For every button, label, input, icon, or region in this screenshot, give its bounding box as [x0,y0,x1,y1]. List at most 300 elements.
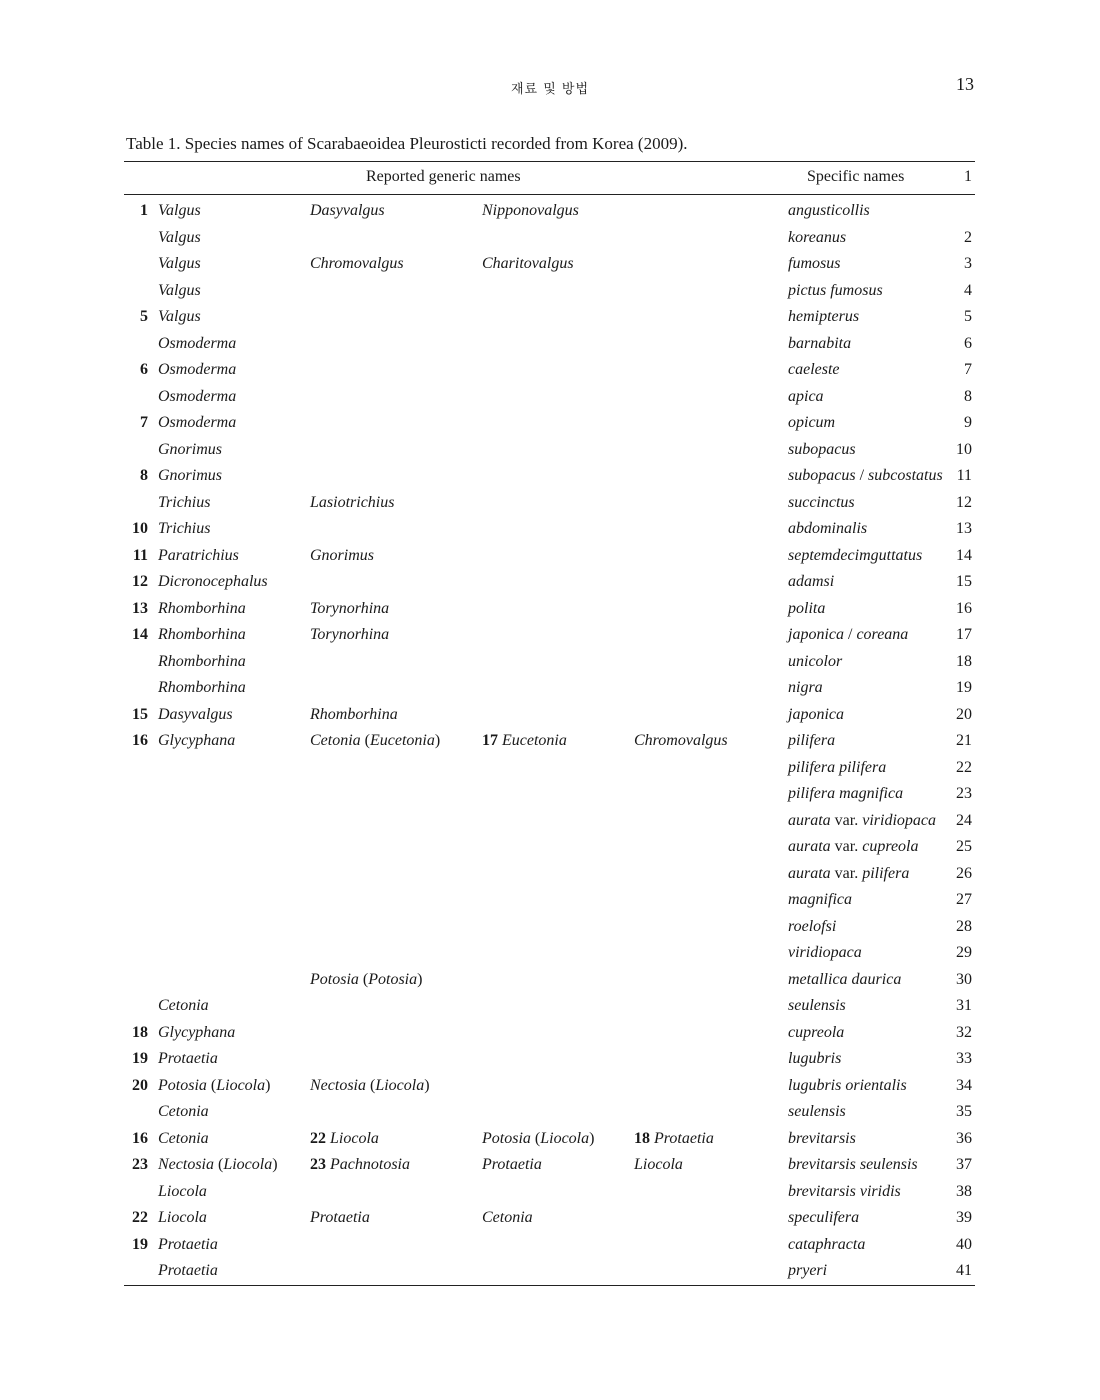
row-number: 23 [956,785,972,802]
table-row [0,1073,1100,1100]
name-text: subopacus [788,467,856,484]
specific-name-cell [788,573,834,591]
name-text: subopacus [788,440,856,458]
row-number: 32 [956,1023,972,1041]
name-text: Pachnotosia [330,1156,410,1173]
generic-name-cell [310,255,404,273]
generic-name-cell [158,282,201,300]
name-text: ) [589,1129,595,1147]
name-text: ) [434,732,441,749]
name-text: Valgus [158,308,201,325]
generic-name-cell [310,547,374,565]
row-number: 24 [956,811,972,829]
name-text: Trichius [158,493,211,511]
generic-name-cell [158,229,201,247]
name-text: Potosia [158,1076,207,1094]
name-text: succinctus [788,493,855,511]
generic-name-cell [158,732,235,750]
row-number: 13 [956,520,972,537]
specific-name-cell [788,361,840,379]
name-text: Glycyphana [158,1023,236,1041]
name-text: Gnorimus [158,440,223,458]
specific-name-cell [788,229,846,247]
generic-name-cell [310,732,440,750]
row-number: 39 [956,1209,972,1226]
genus-ref-number: 23 [132,1156,148,1173]
row-number: 20 [956,705,972,723]
name-text: Cetonia [310,732,361,749]
genus-ref-number: 14 [132,626,148,643]
specific-name-cell [788,600,825,618]
generic-name-cell [634,732,728,750]
row-number: 11 [956,467,972,484]
specific-name-cell [788,1077,907,1095]
name-text: subcostatus [868,467,943,484]
name-text: aurata [788,864,831,882]
table-row [0,861,1100,888]
name-text: Liocola [158,1182,207,1200]
table-row [0,1179,1100,1206]
row-number: 29 [956,944,972,961]
specific-name-cell [788,759,886,777]
genus-ref-number: 1 [140,202,148,219]
generic-name-cell [158,1262,218,1280]
specific-name-cell [788,520,867,538]
name-text: Potosia [482,1129,531,1147]
table-row [0,1205,1100,1232]
name-text: Valgus [158,228,201,246]
name-text: pryeri [788,1262,828,1279]
genus-ref-number: 22 [132,1209,148,1226]
row-number: 37 [956,1156,972,1173]
table-row [0,728,1100,755]
name-text: Protaetia [482,1156,542,1173]
table-row [0,887,1100,914]
name-text: koreanus [788,228,847,246]
row-number: 35 [956,1103,972,1120]
generic-name-cell [158,1236,218,1254]
specific-name-cell [788,997,846,1015]
row-number: 27 [956,891,972,908]
table-row [0,278,1100,305]
name-text: pilifera magnifica [788,785,904,802]
name-text: Cetonia [158,997,209,1014]
name-text: Torynorhina [310,599,390,617]
table-row [0,569,1100,596]
table-row [0,384,1100,411]
specific-name-cell [788,494,855,512]
name-text: Rhomborhina [158,679,246,696]
row-number: 16 [956,599,972,617]
page-number: 13 [956,74,974,94]
name-text: Nectosia [158,1156,214,1173]
name-text: ( [360,732,370,749]
name-text: cupreola [788,1023,845,1041]
name-text: Nipponovalgus [482,202,579,219]
genus-ref-number: 16 [132,732,148,749]
name-text: var. [830,838,863,855]
name-text: pilifera [862,864,910,882]
row-number: 41 [956,1262,972,1279]
row-number: 26 [956,864,972,882]
row-number: 8 [964,387,972,405]
name-text: barnabita [788,334,852,352]
table-row [0,251,1100,278]
name-text: ) [424,1076,430,1094]
specific-name-cell [788,838,919,856]
row-number: 12 [956,493,972,511]
name-text: cupreola [862,838,919,855]
generic-name-cell [158,1103,209,1121]
specific-name-cell [788,1103,846,1121]
name-text: ) [265,1076,271,1094]
table-row [0,1020,1100,1047]
name-text: polita [788,599,826,617]
name-text: ) [272,1156,278,1173]
table-header [0,168,1100,188]
name-text: Cetonia [482,1209,533,1226]
name-text: fumosus [788,255,841,272]
name-text: Dasyvalgus [158,705,233,723]
name-text: Osmoderma [158,387,237,405]
generic-name-cell [158,202,201,220]
specific-name-cell [788,785,903,803]
name-text: Eucetonia [502,732,567,749]
name-text: apica [788,387,824,405]
table-row [0,410,1100,437]
specific-name-cell [788,812,936,830]
genus-ref-number: 12 [132,573,148,590]
generic-name-cell [158,679,246,697]
specific-name-cell [788,414,835,432]
name-text: viridiopaca [862,811,936,829]
generic-name-cell [634,1156,683,1174]
specific-name-cell [788,1209,859,1227]
name-text: aurata [788,811,831,829]
genus-ref-number: 15 [132,705,148,723]
name-text: seulensis [788,997,846,1014]
name-text: Protaetia [158,1262,218,1279]
name-text: Liocola [375,1076,425,1094]
generic-name-cell [158,1077,270,1095]
table-row [0,1046,1100,1073]
generic-name-cell [310,1156,410,1174]
specific-name-cell [788,308,859,326]
table-row [0,1099,1100,1126]
generic-name-cell [158,335,236,353]
name-text: Osmoderma [158,414,237,431]
name-text: ( [530,1129,541,1147]
generic-name-cell [310,1209,370,1227]
table-row [0,1232,1100,1259]
generic-name-cell [158,547,239,565]
table-row [0,516,1100,543]
name-text: brevitarsis [788,1129,856,1147]
name-text: ( [358,970,369,988]
name-text: Nectosia [310,1076,366,1094]
name-text: Cetonia [158,1129,209,1147]
generic-name-cell [310,1130,379,1148]
table-row [0,755,1100,782]
generic-name-cell [310,1077,430,1095]
row-number: 17 [956,626,972,643]
name-text: Valgus [158,202,201,219]
ref-number: 17 [482,732,498,749]
running-head: 재료 및 방법 [510,82,590,97]
specific-name-cell [788,1262,827,1280]
table-bottom-rule [124,1285,975,1286]
name-text: Liocola [216,1076,266,1094]
header-generic-names: Reported generic names [366,168,521,185]
generic-name-cell [158,1130,209,1148]
name-text: Osmoderma [158,361,237,378]
table-row [0,781,1100,808]
name-text: Cetonia [158,1103,209,1120]
name-text: Valgus [158,281,201,299]
name-text: pilifera [788,732,836,749]
table-row [0,967,1100,994]
table-top-rule [124,161,975,162]
generic-name-cell [158,626,246,644]
name-text: Potosia [310,970,359,988]
header-specific-names: Specific names [807,168,905,185]
header-row-number: 1 [964,168,972,185]
name-text: aurata [788,838,831,855]
generic-name-cell [482,202,579,220]
generic-name-cell [310,706,398,724]
name-text: Gnorimus [310,546,375,564]
generic-name-cell [482,1209,533,1227]
genus-ref-number: 8 [140,467,148,484]
generic-name-cell [310,494,394,512]
name-text: var. [830,811,863,829]
name-text: pilifera pilifera [788,758,887,776]
row-number: 36 [956,1129,972,1147]
generic-name-cell [158,1209,207,1227]
name-text: lugubris [788,1050,842,1067]
name-text: Gnorimus [158,467,223,484]
generic-name-cell [482,1156,542,1174]
ref-number: 18 [634,1129,650,1147]
generic-name-cell [158,1183,207,1201]
name-text: Glycyphana [158,732,236,749]
name-text: pictus fumosus [788,281,883,299]
row-number: 21 [956,732,972,749]
name-text: roelofsi [788,917,837,935]
row-number: 15 [956,573,972,590]
specific-name-cell [788,732,835,750]
name-text: brevitarsis viridis [788,1182,901,1200]
generic-name-cell [310,202,385,220]
table-row [0,993,1100,1020]
name-text: Dicronocephalus [158,573,268,590]
table-row [0,357,1100,384]
generic-name-cell [482,255,574,273]
genus-ref-number: 16 [132,1129,148,1147]
row-number: 6 [964,334,972,352]
name-text: Liocola [223,1156,273,1173]
name-text: ( [214,1156,224,1173]
specific-name-cell [788,1024,844,1042]
table-row [0,1126,1100,1153]
table-row [0,463,1100,490]
specific-name-cell [788,547,922,565]
table-row [0,622,1100,649]
name-text: Osmoderma [158,334,237,352]
name-text: Rhomborhina [158,652,246,670]
row-number: 30 [956,970,972,988]
specific-name-cell [788,944,862,962]
name-text: unicolor [788,652,843,670]
name-text: Rhomborhina [158,626,246,643]
generic-name-cell [158,520,210,538]
specific-name-cell [788,971,901,989]
name-text: Torynorhina [310,626,390,643]
name-text: var. [830,864,863,882]
row-number: 28 [956,917,972,935]
specific-name-cell [788,891,852,909]
name-text: Charitovalgus [482,255,574,272]
generic-name-cell [310,600,389,618]
row-number: 7 [964,361,972,378]
row-number: 5 [964,308,972,325]
table-row [0,304,1100,331]
row-number: 10 [956,440,972,458]
name-text: abdominalis [788,520,868,537]
ref-number: 22 [310,1129,326,1147]
generic-name-cell [634,1130,714,1148]
genus-ref-number: 19 [132,1235,148,1253]
name-text: Rhomborhina [158,599,246,617]
name-text: Protaetia [654,1129,714,1147]
specific-name-cell [788,679,823,697]
generic-name-cell [310,971,422,989]
generic-name-cell [158,1156,278,1174]
name-text: metallica daurica [788,970,902,988]
name-text: coreana [856,626,909,643]
specific-name-cell [788,706,844,724]
name-text: viridiopaca [788,944,862,961]
specific-name-cell [788,918,836,936]
name-text: nigra [788,679,823,696]
genus-ref-number: 10 [132,520,148,537]
name-text: cataphracta [788,1235,866,1253]
name-text: angusticollis [788,202,870,219]
name-text: seulensis [788,1103,846,1120]
row-number: 9 [964,414,972,431]
generic-name-cell [158,573,268,591]
name-text: japonica [788,626,844,643]
table-row [0,1258,1100,1285]
row-number: 25 [956,838,972,855]
ref-number: 23 [310,1156,326,1173]
table-row [0,596,1100,623]
row-number: 19 [956,679,972,696]
row-number: 3 [964,255,972,272]
row-number: 22 [956,758,972,776]
specific-name-cell [788,335,851,353]
table-body [0,198,1100,1285]
name-text: Trichius [158,520,211,537]
specific-name-cell [788,1183,901,1201]
name-text: hemipterus [788,308,860,325]
generic-name-cell [158,467,222,485]
table-row [0,437,1100,464]
specific-name-cell [788,202,870,220]
specific-name-cell [788,255,840,273]
name-text: ( [366,1076,376,1094]
genus-ref-number: 19 [132,1050,148,1067]
generic-name-cell [310,626,389,644]
table-row [0,198,1100,225]
table-row [0,702,1100,729]
name-text: speculifera [788,1209,860,1226]
name-text: / [855,467,869,484]
generic-name-cell [482,732,567,750]
name-text: / [844,626,857,643]
generic-name-cell [158,494,210,512]
genus-ref-number: 20 [132,1076,148,1094]
name-text: septemdecimguttatus [788,546,923,564]
table-row [0,940,1100,967]
genus-ref-number: 7 [140,414,148,431]
table-row [0,543,1100,570]
name-text: Dasyvalgus [310,202,385,219]
specific-name-cell [788,1156,918,1174]
generic-name-cell [158,361,236,379]
generic-name-cell [158,255,201,273]
name-text: Liocola [634,1156,683,1173]
generic-name-cell [158,388,236,406]
table-row [0,649,1100,676]
name-text: Paratrichius [158,546,239,564]
genus-ref-number: 5 [140,308,148,325]
generic-name-cell [158,1024,235,1042]
specific-name-cell [788,653,842,671]
row-number: 14 [956,546,972,564]
name-text: Potosia [368,970,418,988]
genus-ref-number: 13 [132,599,148,617]
name-text: brevitarsis seulensis [788,1156,918,1173]
name-text: Chromovalgus [634,732,728,749]
name-text: Rhomborhina [310,705,398,723]
table-caption: Table 1. Species names of Scarabaeoidea Pleurosticti recorded from Korea (2009). [126,134,688,153]
row-number: 18 [956,652,972,670]
specific-name-cell [788,282,883,300]
name-text: Liocola [158,1209,207,1226]
table-header-rule [124,194,975,195]
name-text: Chromovalgus [310,255,404,272]
table-row [0,225,1100,252]
table-row [0,808,1100,835]
name-text: Protaetia [158,1050,218,1067]
name-text: japonica [788,705,844,723]
genus-ref-number: 11 [132,546,148,564]
row-number: 34 [956,1076,972,1094]
row-number: 2 [964,228,972,246]
specific-name-cell [788,388,824,406]
specific-name-cell [788,441,856,459]
genus-ref-number: 6 [140,361,148,378]
generic-name-cell [158,706,233,724]
name-text: ) [417,970,423,988]
table-row [0,914,1100,941]
name-text: lugubris orientalis [788,1076,907,1094]
name-text: Liocola [540,1129,590,1147]
generic-name-cell [158,600,246,618]
row-number: 4 [964,281,972,299]
row-number: 40 [956,1235,972,1253]
